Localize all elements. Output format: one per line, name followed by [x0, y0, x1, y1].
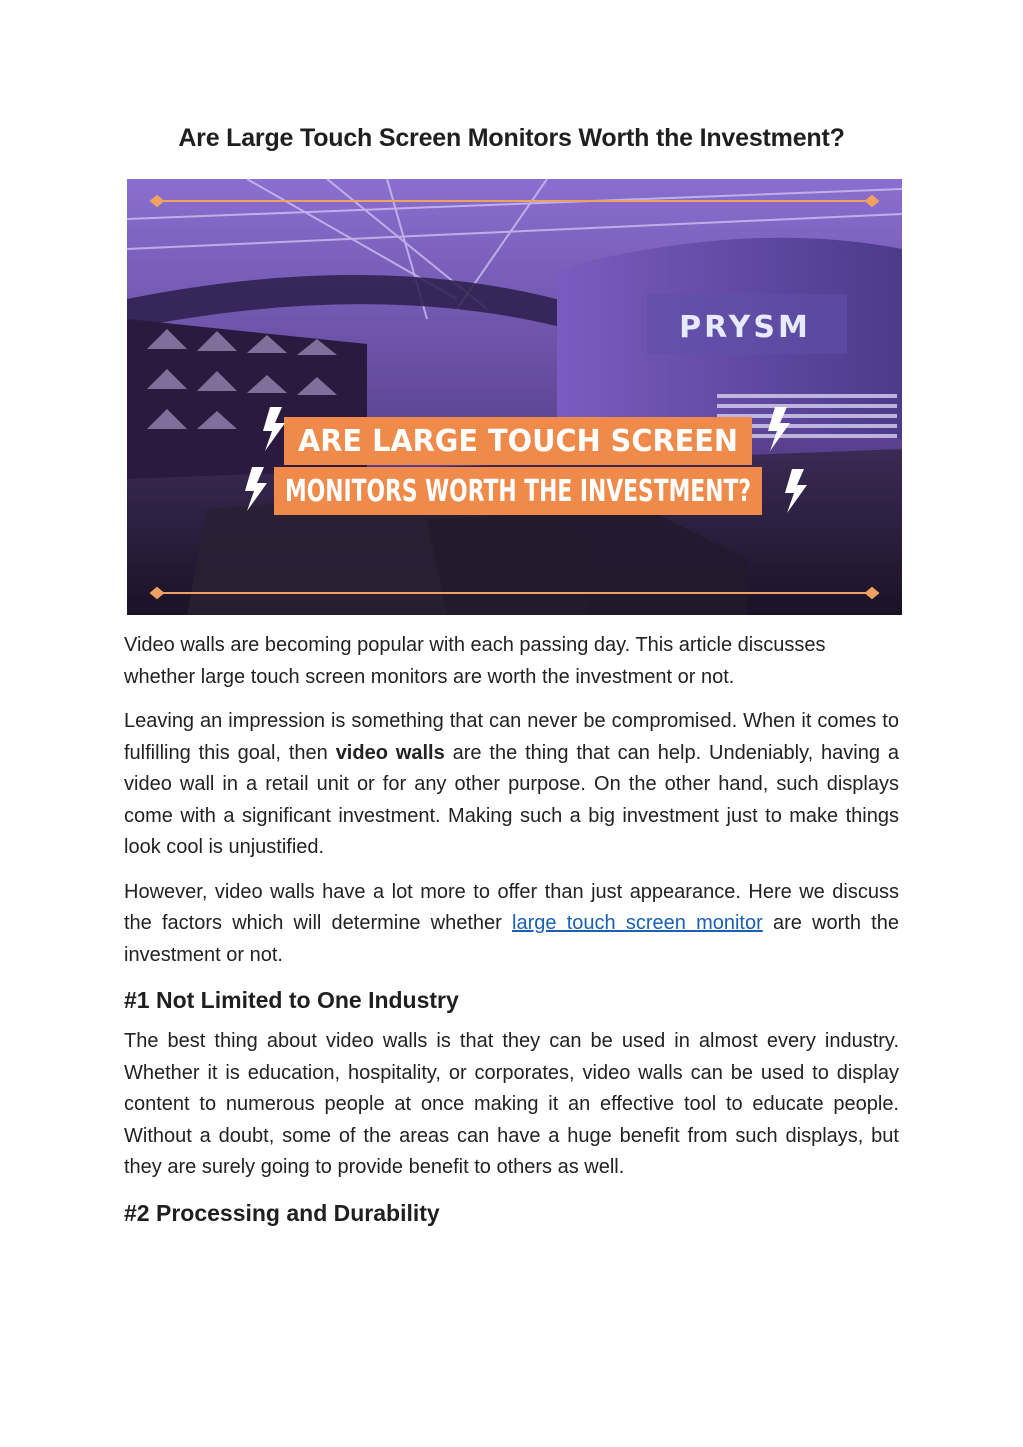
- video-walls-bold: video walls: [335, 741, 445, 764]
- banner-line-1: ARE LARGE TOUCH SCREEN: [298, 424, 738, 459]
- prysm-sign: PRYSM: [679, 310, 811, 345]
- paragraph-industry: The best thing about video walls is that they can be used in almost every industry. Whether it is education, hospitality, or corporates, video walls can be used to display content to numerous people at once making it an effective tool to educate people. Without a doubt, some of the areas can have a huge benefit from such displays, but they are surely going to provide benefit to others as well.: [124, 1030, 899, 1178]
- paragraph-intro: Video walls are becoming popular with each passing day. This article discusses whether large touch screen monitors are worth the investment or not.: [124, 634, 826, 688]
- large-touch-screen-monitor-link[interactable]: large touch screen monitor: [512, 912, 763, 934]
- article-body: [124, 630, 899, 1239]
- banner-line-2: MONITORS WORTH THE INVESTMENT?: [285, 474, 751, 509]
- heading-processing: #2 Processing and Durability: [124, 1199, 440, 1226]
- hero-image: [127, 179, 902, 615]
- heading-not-limited: #1 Not Limited to One Industry: [124, 987, 459, 1013]
- article-title: Are Large Touch Screen Monitors Worth the Investment?: [178, 124, 845, 152]
- paragraph-however: However, video walls have a lot more to offer than just appearance. Here we discuss the factors which will determine whether large touch screen monitor are worth the investment or not.: [124, 880, 899, 966]
- paragraph-impression: Leaving an impression is something that can never be compromised. When it comes to fulfilling this goal, then video walls are the thing that can help. Undeniably, having a video wall in a retail unit or for any other purpose. On the other hand, such displays come with a significant investment. Making such a big investment just to make things look cool is unjustified.: [124, 710, 899, 858]
